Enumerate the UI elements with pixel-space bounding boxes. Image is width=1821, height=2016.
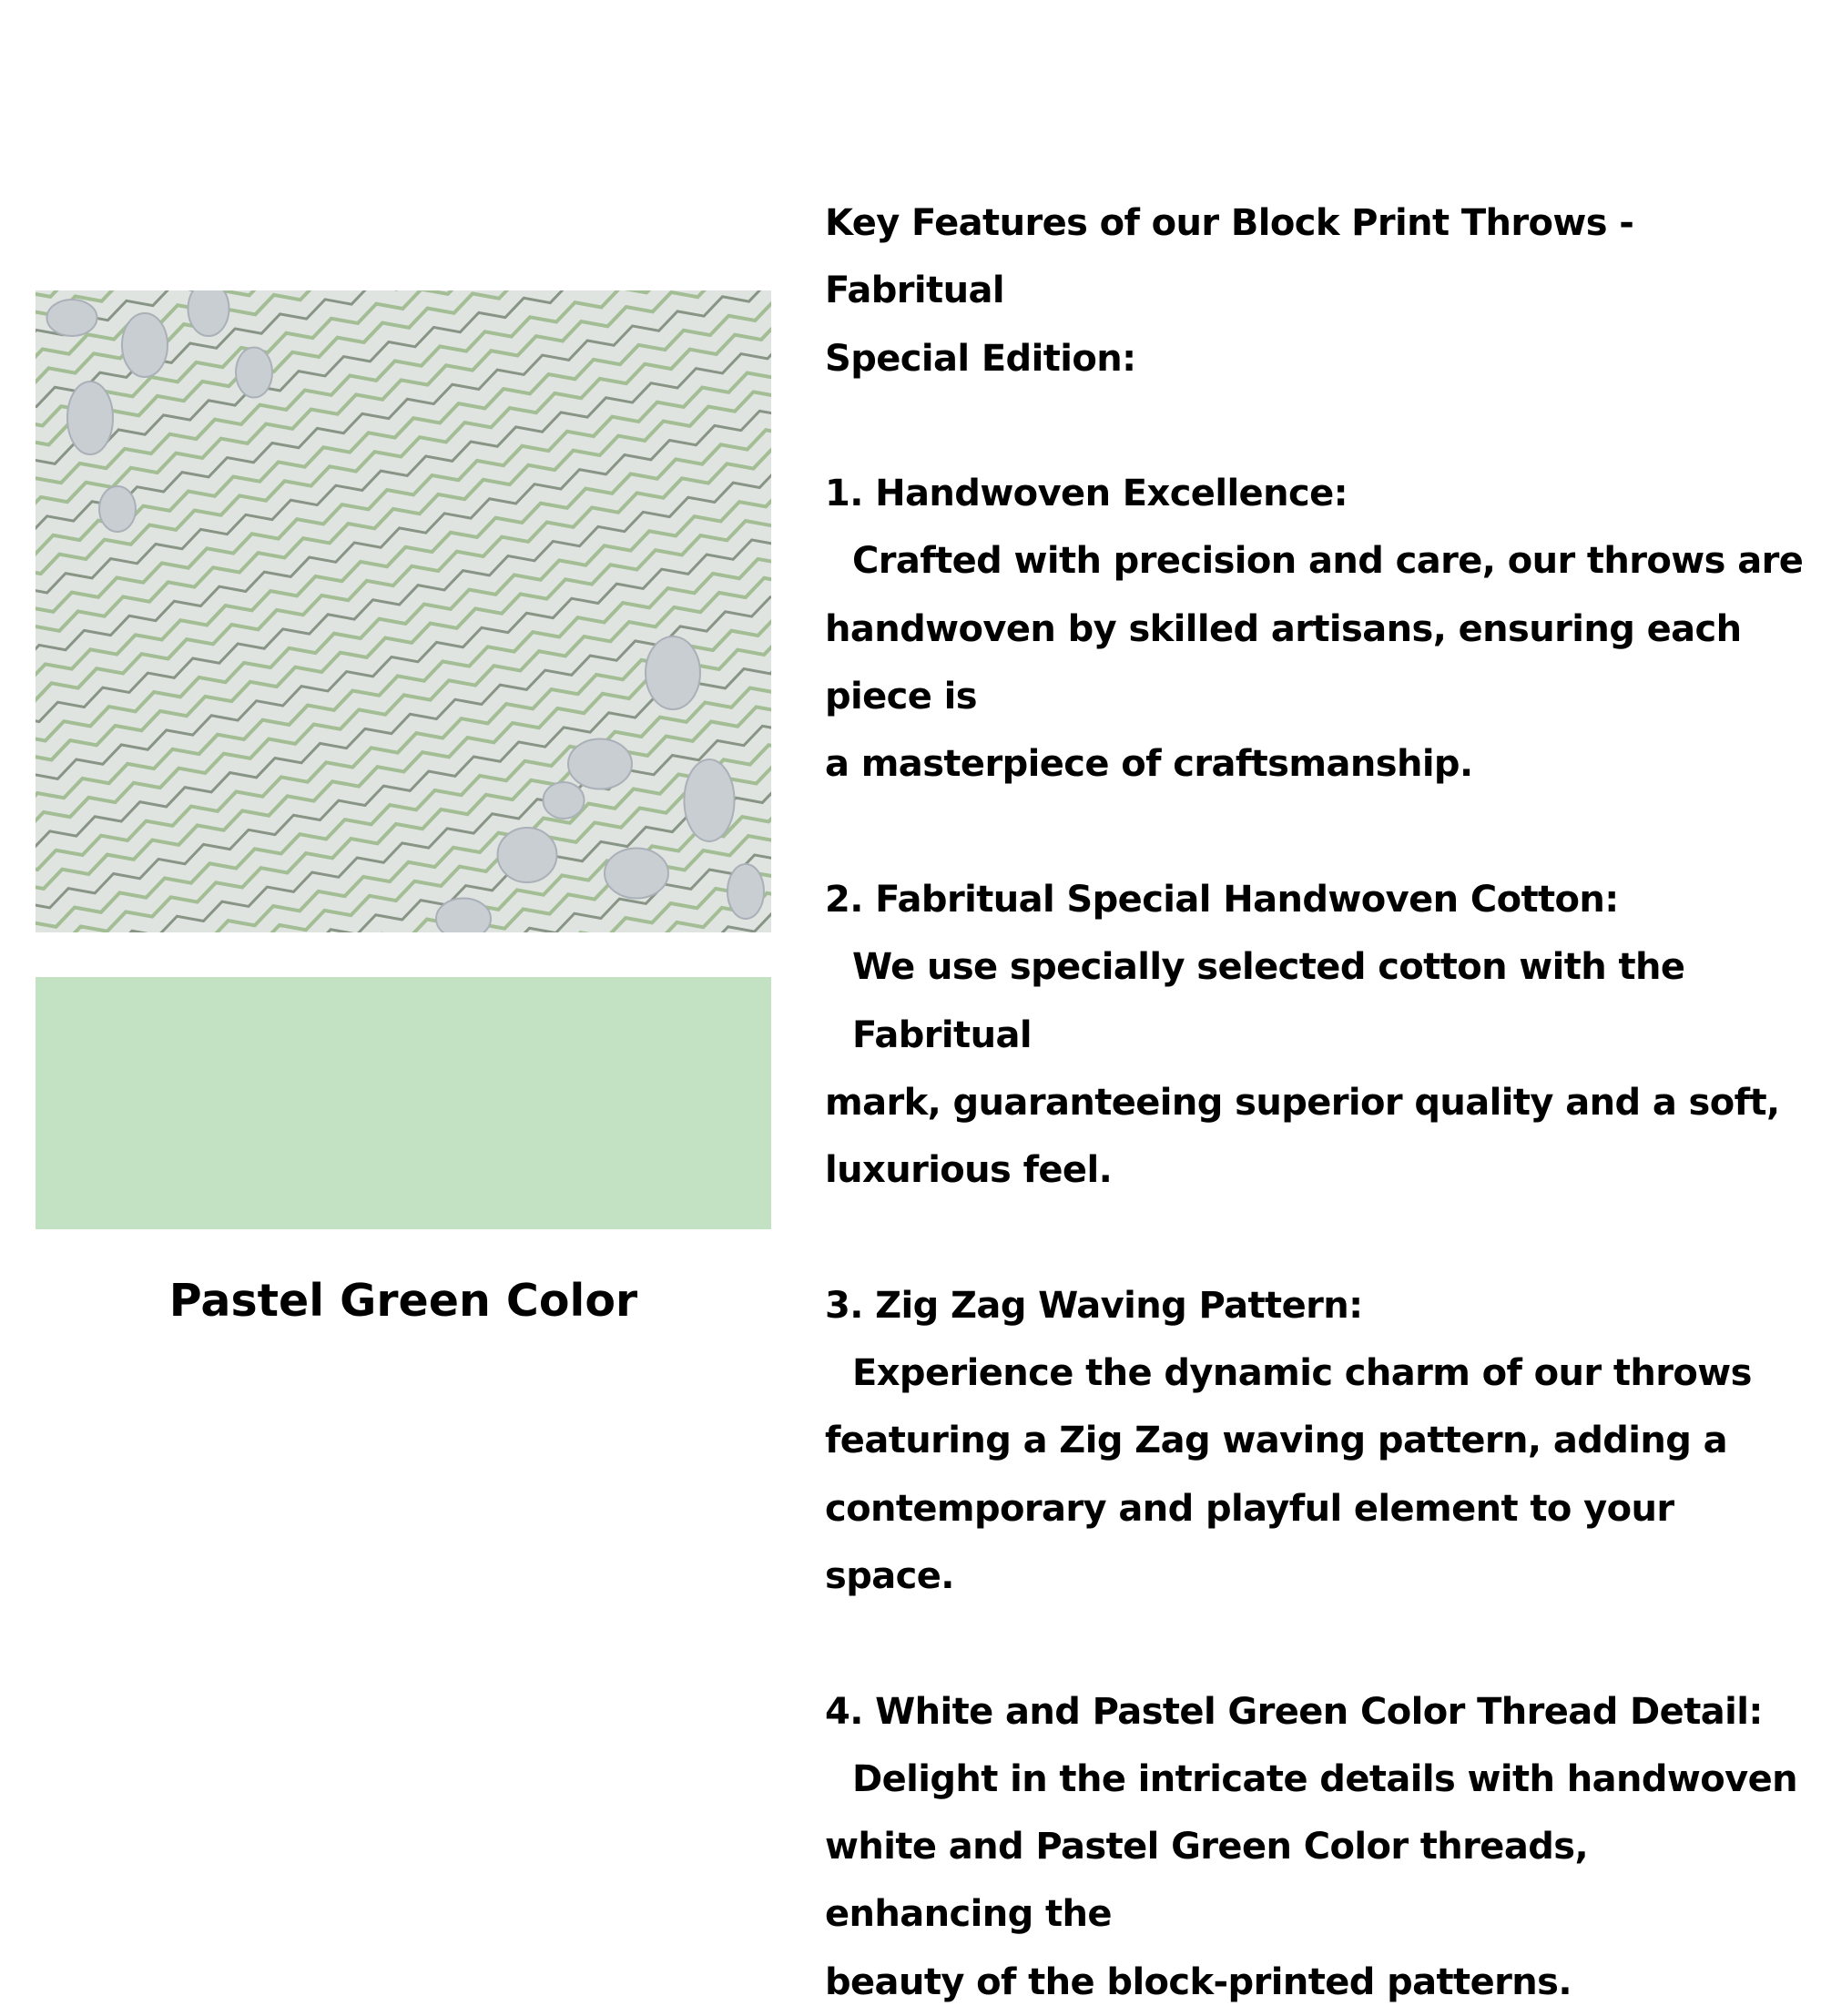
feature-title: 2. Fabritual Special Handwoven Cotton: [825, 878, 1619, 921]
feature-title: 4. White and Pastel Green Color Thread Detail: [825, 1690, 1763, 1733]
feature-line: handwoven by skilled artisans, ensuring each piece is [825, 607, 1742, 718]
fringe-knot [47, 300, 97, 336]
features-text [825, 189, 1808, 2016]
feature-line: mark, guaranteeing superior quality and a soft, [825, 1081, 1780, 1124]
features-heading-line-2: Special Edition: [825, 337, 1136, 380]
fringe-knot [685, 759, 735, 841]
feature-item [825, 1678, 1808, 2016]
fabric-photo [36, 290, 771, 932]
fringe-knot [188, 290, 229, 336]
feature-line: beauty of the block-printed patterns. [825, 1960, 1572, 2003]
fringe-knot [544, 782, 585, 819]
feature-line: Crafted with precision and care, our throws are [852, 540, 1804, 583]
feature-line: contemporary and playful element to your space. [825, 1487, 1674, 1597]
fringe-knot [727, 864, 764, 919]
fabric-texture-illustration [36, 290, 771, 932]
color-swatch [36, 977, 771, 1229]
fringe-knot [99, 486, 136, 532]
feature-line: a masterpiece of craftsmanship. [825, 743, 1473, 786]
feature-line: white and Pastel Green Color threads, enhancing the [825, 1826, 1589, 1936]
fringe-knot [236, 348, 272, 398]
feature-title: 1. Handwoven Excellence: [825, 473, 1348, 515]
feature-line: featuring a Zig Zag waving pattern, adding a [825, 1420, 1728, 1462]
feature-line: Experience the dynamic charm of our throws [852, 1352, 1752, 1395]
feature-item [825, 460, 1808, 798]
feature-line: We use specially selected cotton with the Fabritual [852, 946, 1685, 1056]
fringe-knot [646, 636, 700, 709]
feature-item [825, 1272, 1808, 1610]
feature-line: Delight in the intricate details with handwoven [852, 1757, 1798, 1800]
fringe-knot [122, 313, 168, 377]
feature-title: 3. Zig Zag Waving Pattern: [825, 1284, 1363, 1327]
fringe-knot [498, 828, 557, 882]
fringe-knot [67, 382, 113, 454]
fringe-knot [568, 739, 632, 789]
feature-line: luxurious feel. [825, 1149, 1113, 1192]
swatch-caption: Pastel Green Color [168, 1275, 638, 1327]
feature-item [825, 866, 1808, 1204]
fringe-knot [436, 899, 491, 933]
fringe-knot [605, 849, 668, 899]
features-heading-line-1: Key Features of our Block Print Throws - Fabritual [825, 202, 1634, 312]
